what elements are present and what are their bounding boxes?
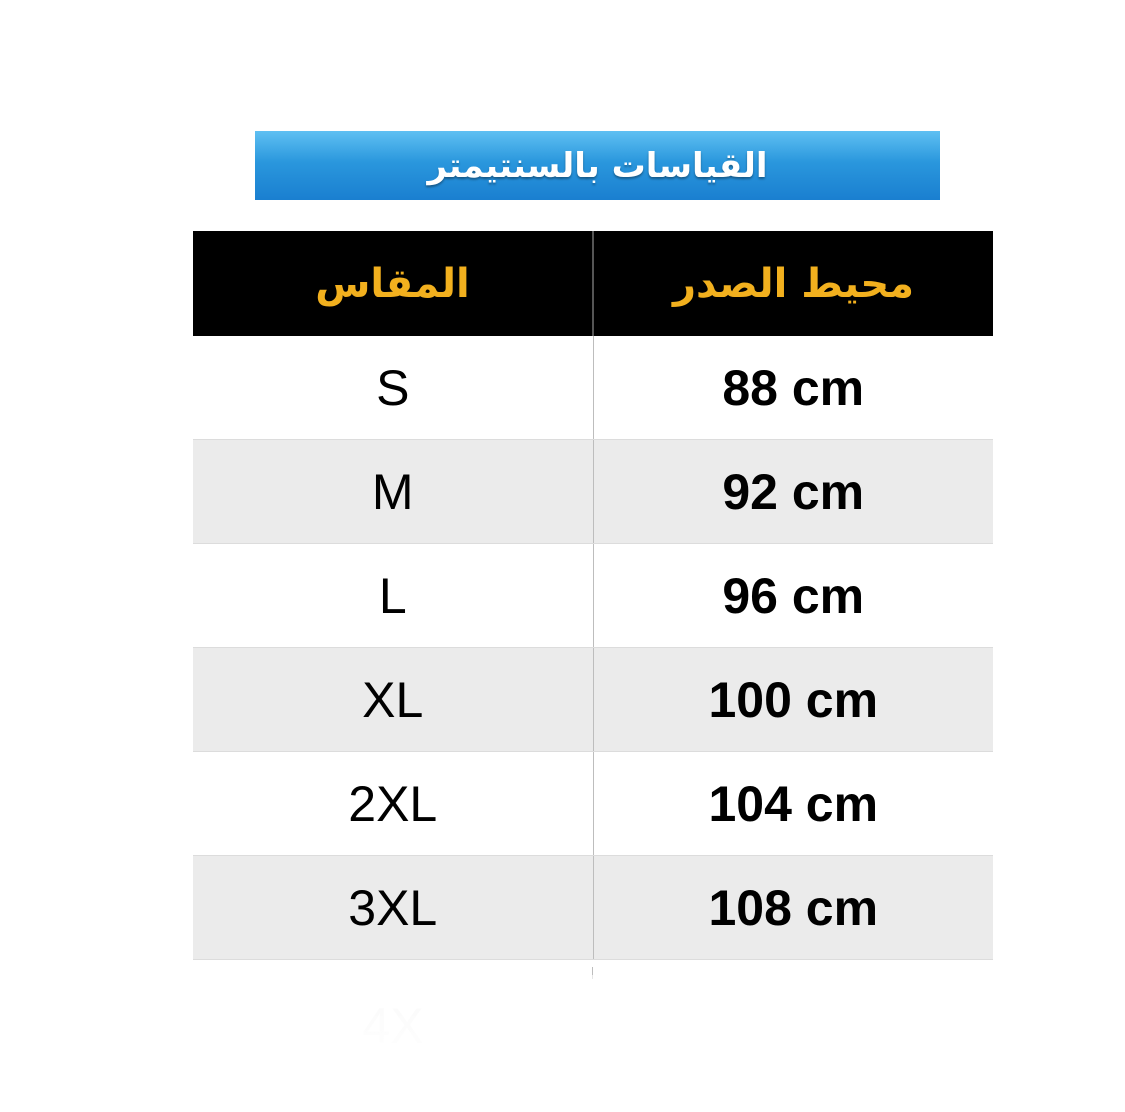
table-row bbox=[193, 544, 993, 648]
table-row bbox=[193, 336, 993, 440]
page-title: القياسات بالسنتيمتر bbox=[427, 145, 768, 186]
table-row bbox=[193, 440, 993, 544]
table-row bbox=[193, 648, 993, 752]
chest-cell: 92 cm bbox=[722, 463, 865, 520]
size-cell: L bbox=[193, 544, 594, 647]
chest-cell: 88 cm bbox=[722, 359, 865, 416]
size-cell: S bbox=[193, 336, 594, 439]
header-size: المقاس bbox=[193, 231, 594, 336]
size-cell: 2XL bbox=[193, 752, 594, 855]
table-row bbox=[193, 856, 993, 960]
table-header bbox=[193, 231, 993, 336]
header-chest: محيط الصدر bbox=[673, 260, 914, 307]
fade-overlay bbox=[180, 975, 1010, 1065]
chest-cell: 96 cm bbox=[722, 567, 865, 624]
chest-cell: 104 cm bbox=[708, 775, 879, 832]
size-cell: 3XL bbox=[193, 856, 594, 959]
chest-cell: 108 cm bbox=[708, 879, 879, 936]
table-row bbox=[193, 752, 993, 856]
title-banner bbox=[255, 131, 940, 200]
size-chart-table bbox=[193, 231, 993, 960]
size-cell: XL bbox=[193, 648, 594, 751]
chest-cell: 100 cm bbox=[708, 671, 879, 728]
size-cell: M bbox=[193, 440, 594, 543]
